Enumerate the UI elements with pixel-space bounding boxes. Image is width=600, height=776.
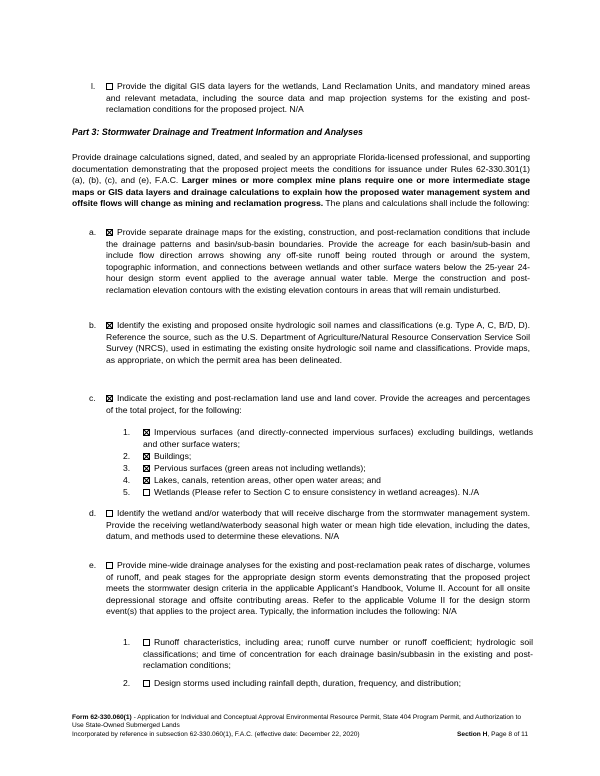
item-c4: Lakes, canals, retention areas, other open water areas; and (143, 475, 381, 487)
intro-bold-text: Larger mines or more complex mine plans require one or more intermediate stage maps or GIS data layers and drainage calculations to explain how the proposed water management system and offsite flows will change as mining and reclamation progress. (72, 175, 530, 209)
item-l-checkbox[interactable] (106, 83, 113, 90)
footer-form-number: Form 62-330.060(1) (72, 714, 132, 721)
item-b-marker: b. (89, 320, 97, 330)
footer-form-title: - Application for Individual and Conceptual Approval Environmental Resource Permit, State 404 Program Permit, and Authorization to Use State-Owned Submerged Lands (72, 714, 521, 730)
item-e2-marker: 2. (123, 678, 131, 688)
item-l-marker: l. (91, 81, 96, 91)
footer-page-info (457, 731, 528, 738)
footer-form-info (72, 714, 532, 731)
item-e1: Runoff characteristics, including area; runoff curve number or runoff coefficient; hydrologic soil classifications; and time of concentration for each drainage basin/subbasin in the existing and post-reclamation conditions; (143, 637, 533, 671)
part3-heading: Part 3: Stormwater Drainage and Treatment Information and Analyses (72, 127, 363, 137)
item-e-checkbox[interactable] (106, 562, 113, 569)
item-c1-marker: 1. (123, 427, 131, 437)
item-c5-checkbox[interactable] (143, 489, 150, 496)
item-b-text: Identify the existing and proposed onsite hydrologic soil names and classifications (e.g. Type A, C, B/D, D). Reference the source, such as the U.S. Department of Agriculture/Natural Resource Conservation Service Soil Survey (NRCS), used in estimating the existing onsite hydrologic soil name and classifications. Provide maps, as appropriate, on which the permit area has been delineated. (106, 320, 530, 365)
item-c3-checkbox[interactable] (143, 465, 150, 472)
item-c2: Buildings; (143, 451, 191, 463)
item-c (106, 393, 530, 416)
item-c1-checkbox[interactable] (143, 429, 150, 436)
item-e1-marker: 1. (123, 637, 131, 647)
item-a-marker: a. (89, 227, 97, 237)
item-c5-marker: 5. (123, 487, 131, 497)
footer-incorporated: Incorporated by reference in subsection 62-330.060(1), F.A.C. (effective date: December 22, 2020) (72, 731, 360, 738)
item-c3-marker: 3. (123, 463, 131, 473)
item-e2: Design storms used including rainfall depth, duration, frequency, and distribution; (143, 678, 461, 690)
item-b (106, 320, 530, 366)
item-d-checkbox[interactable] (106, 510, 113, 517)
item-e-marker: e. (89, 560, 97, 570)
item-b-checkbox[interactable] (106, 322, 113, 329)
item-e-text: Provide mine-wide drainage analyses for the existing and post-reclamation peak rates of discharge, volumes of runoff, and peak stages for the appropriate design storm events demonstrating that the proposed project meets the stormwater design criteria in the applicable Applicant’s Handbook, Volume II. Account for all onsite depressional storage and offsite contributing areas. Refer to the applicable Volume II for the design storm event(s) that applies to the project area. Typically, the information includes the following: N/A (106, 560, 530, 617)
item-d-text: Identify the wetland and/or waterbody that will receive discharge from the stormwater management system. Provide the receiving wetland/waterbody seasonal high water or mean high tide elevation, including the dates, datum, and methods used to determine these elevations. N/A (106, 508, 530, 542)
item-l-text: Provide the digital GIS data layers for the wetlands, Land Reclamation Units, and mandatory mined areas and relevant metadata, including the source data and map projection systems for the existing and post-reclamation conditions for the proposed project. N/A (106, 81, 530, 115)
item-e2-checkbox[interactable] (143, 680, 150, 687)
item-d-marker: d. (89, 508, 97, 518)
item-c-text: Indicate the existing and post-reclamation land use and land cover. Provide the acreages and percentages of the total project, for the following: (106, 393, 530, 415)
item-c5: Wetlands (Please refer to Section C to ensure consistency in wetland acreages). N./A (143, 487, 479, 499)
item-e1-checkbox[interactable] (143, 639, 150, 646)
item-c3: Pervious surfaces (green areas not including wetlands); (143, 463, 366, 475)
item-c1: Impervious surfaces (and directly-connected impervious surfaces) excluding buildings, wetlands and other surface waters; (143, 427, 533, 449)
item-a-checkbox[interactable] (106, 229, 113, 236)
item-e (106, 560, 530, 618)
item-l (106, 81, 530, 116)
item-c-checkbox[interactable] (106, 395, 113, 402)
part3-intro: Provide drainage calculations signed, dated, and sealed by an appropriate Florida-licensed professional, and supporting documentation demonstrating that the proposed project meets the conditions for issuance under Rules 62-330.301(1)(a), (b), (c), and (e), F.A.C. Larger mines or more complex mine plans require one or more intermediate stage maps or GIS data layers and drainage calculations to explain how the proposed water management system and offsite flows will change as mining and reclamation progress. The plans and calculations shall include the following: (72, 152, 530, 209)
item-a (106, 227, 530, 297)
footer-section: Section H (457, 731, 488, 738)
footer-page: , Page 8 of 11 (487, 731, 528, 738)
item-c2-marker: 2. (123, 451, 131, 461)
item-c4-marker: 4. (123, 475, 131, 485)
item-d (106, 508, 530, 543)
item-c4-checkbox[interactable] (143, 477, 150, 484)
item-a-text: Provide separate drainage maps for the existing, construction, and post-reclamation conditions that include the drainage patterns and basin/sub-basin boundaries. Provide the acreage for each basin/sub-basin and include flow direction arrows showing any off-site runoff being routed through or around the system, topographic information, and connections between wetlands and other surface waters below the 25-year 24-hour design storm event applied to the average annual water table. Merge the construction and post-reclamation elevation contours with the existing elevation contours in areas that will remain undisturbed. (106, 227, 530, 295)
item-c-marker: c. (89, 393, 96, 403)
item-c2-checkbox[interactable] (143, 453, 150, 460)
